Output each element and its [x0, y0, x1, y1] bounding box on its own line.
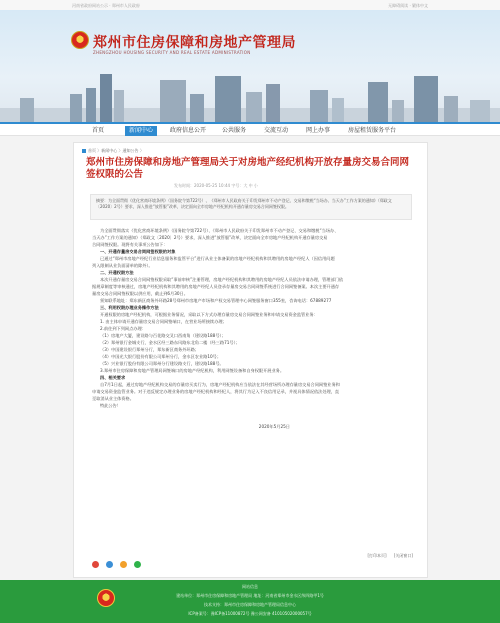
- paragraph-line: 自7月1日起，通过房地产经纪机构交易的存量房买卖行为，房地产经纪机构应当依法在其经营场所办理存量房交易合同网签业务和: [100, 382, 340, 387]
- site-title: 郑州市住房保障和房地产管理局: [93, 35, 296, 51]
- footer-line-1: 网站信息: [242, 584, 258, 589]
- paragraph-line: 列入限制从业负面清单的除外）。: [92, 263, 153, 268]
- paragraph-line: 当天办”工作方案的通知》（郑政文〔2020〕2号）要求，深入推进“放管服”改革，决定面向全市房地产经纪机构开通存量房交易: [92, 235, 328, 240]
- article-meta: 发布时间：2020-05-25 10:44 字号：大 中 小: [174, 183, 258, 188]
- paragraph-line: 特此公告！: [100, 403, 121, 408]
- share-qq-icon[interactable]: [106, 561, 113, 568]
- main-nav: [0, 122, 500, 136]
- section-heading: 一、开通存量房交易合同网签权限的对象: [100, 249, 176, 254]
- nav-item-home[interactable]: 首页: [92, 127, 105, 134]
- close-window-link[interactable]: [关闭窗口]: [393, 553, 413, 558]
- footer-line-2: 建站单位：郑州市住房保障和房地产管理局 地址：河南省郑州市金水区纬四路甲1号: [176, 593, 324, 598]
- article-card: [73, 142, 428, 578]
- paragraph-line: 1. 由主体申请开通存量房交易合同网签端口，在营业场所接续办理；: [100, 319, 227, 324]
- emblem-icon: [71, 31, 89, 49]
- paragraph-line: 量房交易合同网签权限以供应用，截止到6月30日。: [92, 291, 188, 296]
- share-wechat-icon[interactable]: [134, 561, 141, 568]
- article-abstract: 摘要：为全面贯彻《优化营商环境条例》（国务院令第722号）、《郑州市人民政府关于印发郑州市不动产登记、交易和缴税“当场办、当天办”工作方案的通知》（郑政文〔2020〕2号）要求，深入推进“放管服”改革，决定面向全市房地产经纪机构开通存量房交易合同网签权限。: [90, 194, 412, 220]
- nav-item-interaction[interactable]: 交流互动: [264, 127, 289, 134]
- nav-item-rental-platform[interactable]: 房屋租赁服务平台: [348, 127, 397, 134]
- footer-line-4: ICP备案号：豫ICP备11000872号 豫公网安备 41010502000057号: [188, 611, 312, 616]
- paragraph-line: 至取消从业主体资格。: [92, 396, 134, 401]
- paragraph-line: 为全面贯彻落实《优化营商环境条例》（国务院令第722号）、《郑州市人民政府关于印发郑州市不动产登记、交易和缴税“当场办、: [100, 228, 339, 233]
- section-heading: 四、相关要求: [100, 375, 126, 380]
- nav-item-news[interactable]: 新闻中心: [125, 126, 157, 136]
- site-footer: [0, 580, 500, 623]
- footer-line-3: 技术支持：郑州市住房保障和房地产管理局信息中心: [204, 602, 296, 607]
- article-body: [92, 227, 410, 430]
- share-bar: [92, 553, 143, 561]
- paragraph-line: 开通权限的房地产经纪机构，可根据业务情况，采取以下方式办理存量房交易合同网签业务和申请交易资金监管业务：: [100, 312, 318, 317]
- paragraph-line: （5）兴业银行股份有限公司郑州分行建设路支行，建设路188号。: [100, 361, 224, 366]
- paragraph-line: （3）中国建设银行郑州分行，郑东新区商务外环路；: [100, 347, 199, 352]
- paragraph-line: 本次开通存量房交易合同网签权限采取“事前审核”注册管理，房地产经纪机构和其聘用的房地产经纪人员依法申请办理，管理部门依: [100, 277, 344, 282]
- paragraph-line: 2.前往到下列网点办理：: [100, 326, 146, 331]
- top-left-text: 河南省政府网站公示 · 郑州市人民政府: [72, 3, 140, 8]
- home-icon: [82, 149, 86, 153]
- paragraph-line: 已通过“郑州市房地产经纪行业信息服务和监管平台”进行从业主体备案的房地产经纪机构和其聘用的房地产经纪人（因信用问题: [100, 256, 335, 261]
- header-banner: [0, 10, 500, 122]
- site-subtitle: ZHENGZHOU HOUSING SECURITY AND REAL ESTATE ADMINISTRATION: [93, 50, 251, 55]
- paragraph-line: 3.郑州市住房保障和房地产管理局网签端口的房地产经纪机构，利用网签设备和自身权限开展业务。: [100, 368, 285, 373]
- share-qzone-icon[interactable]: [120, 561, 127, 568]
- nav-item-gov-info[interactable]: 政府信息公开: [170, 127, 207, 134]
- paragraph-line: （1）房地产大厦，建设路与百花路交叉口西南角（建设路188号）；: [100, 333, 226, 338]
- top-utility-bar: [0, 0, 500, 10]
- nav-item-online-service[interactable]: 网上办事: [306, 127, 331, 134]
- paragraph-line: 须知联系地址：郑东新区商务外环路28号郑州市房地产市场和产权交易管理中心网签服务窗口355室，咨询电话：67889277: [100, 298, 332, 303]
- share-weibo-icon[interactable]: [92, 561, 99, 568]
- print-links: [361, 553, 413, 559]
- skyline-illustration: [0, 70, 500, 122]
- top-right-links[interactable]: 无障碍阅读 · 繁体中文: [388, 3, 428, 8]
- paragraph-line: （2）郑州银行金城支行，金水区经三路东风路东北角二楼（经三路71号）；: [100, 340, 240, 345]
- paragraph-line: （4）中国光大银行股份有限公司郑州分行，金水区农业路10号；: [100, 354, 222, 359]
- print-page-link[interactable]: [打印本页]: [367, 553, 387, 558]
- paragraph-line: 申请交易资金监管业务。对于违反规定办理业务的房地产经纪机构和经纪人，将其行为记入不良信用记录，并视具体情况依法处理，直: [92, 389, 340, 394]
- article-title: 郑州市住房保障和房地产管理局关于对房地产经纪机构开放存量房交易合同网签权限的公告: [86, 157, 410, 180]
- nav-item-public-service[interactable]: 公共服务: [222, 127, 247, 134]
- breadcrumb[interactable]: 首页 〉新闻中心 〉通知公告 〉: [82, 148, 144, 154]
- section-heading: 二、开通权限方法: [100, 270, 134, 275]
- article-date: 2020年5月25日: [258, 424, 290, 429]
- section-heading: 三、利用权限办理业务操作方法: [100, 305, 159, 310]
- paragraph-line: 合同网签权限。现将有关事项公告如下：: [92, 242, 168, 247]
- paragraph-line: 据规章制度等审核通过，房地产经纪机构和其聘用的房地产经纪人员登录存量房交易合同网签系统进行合同网签备案。本次主要开通存: [92, 284, 340, 289]
